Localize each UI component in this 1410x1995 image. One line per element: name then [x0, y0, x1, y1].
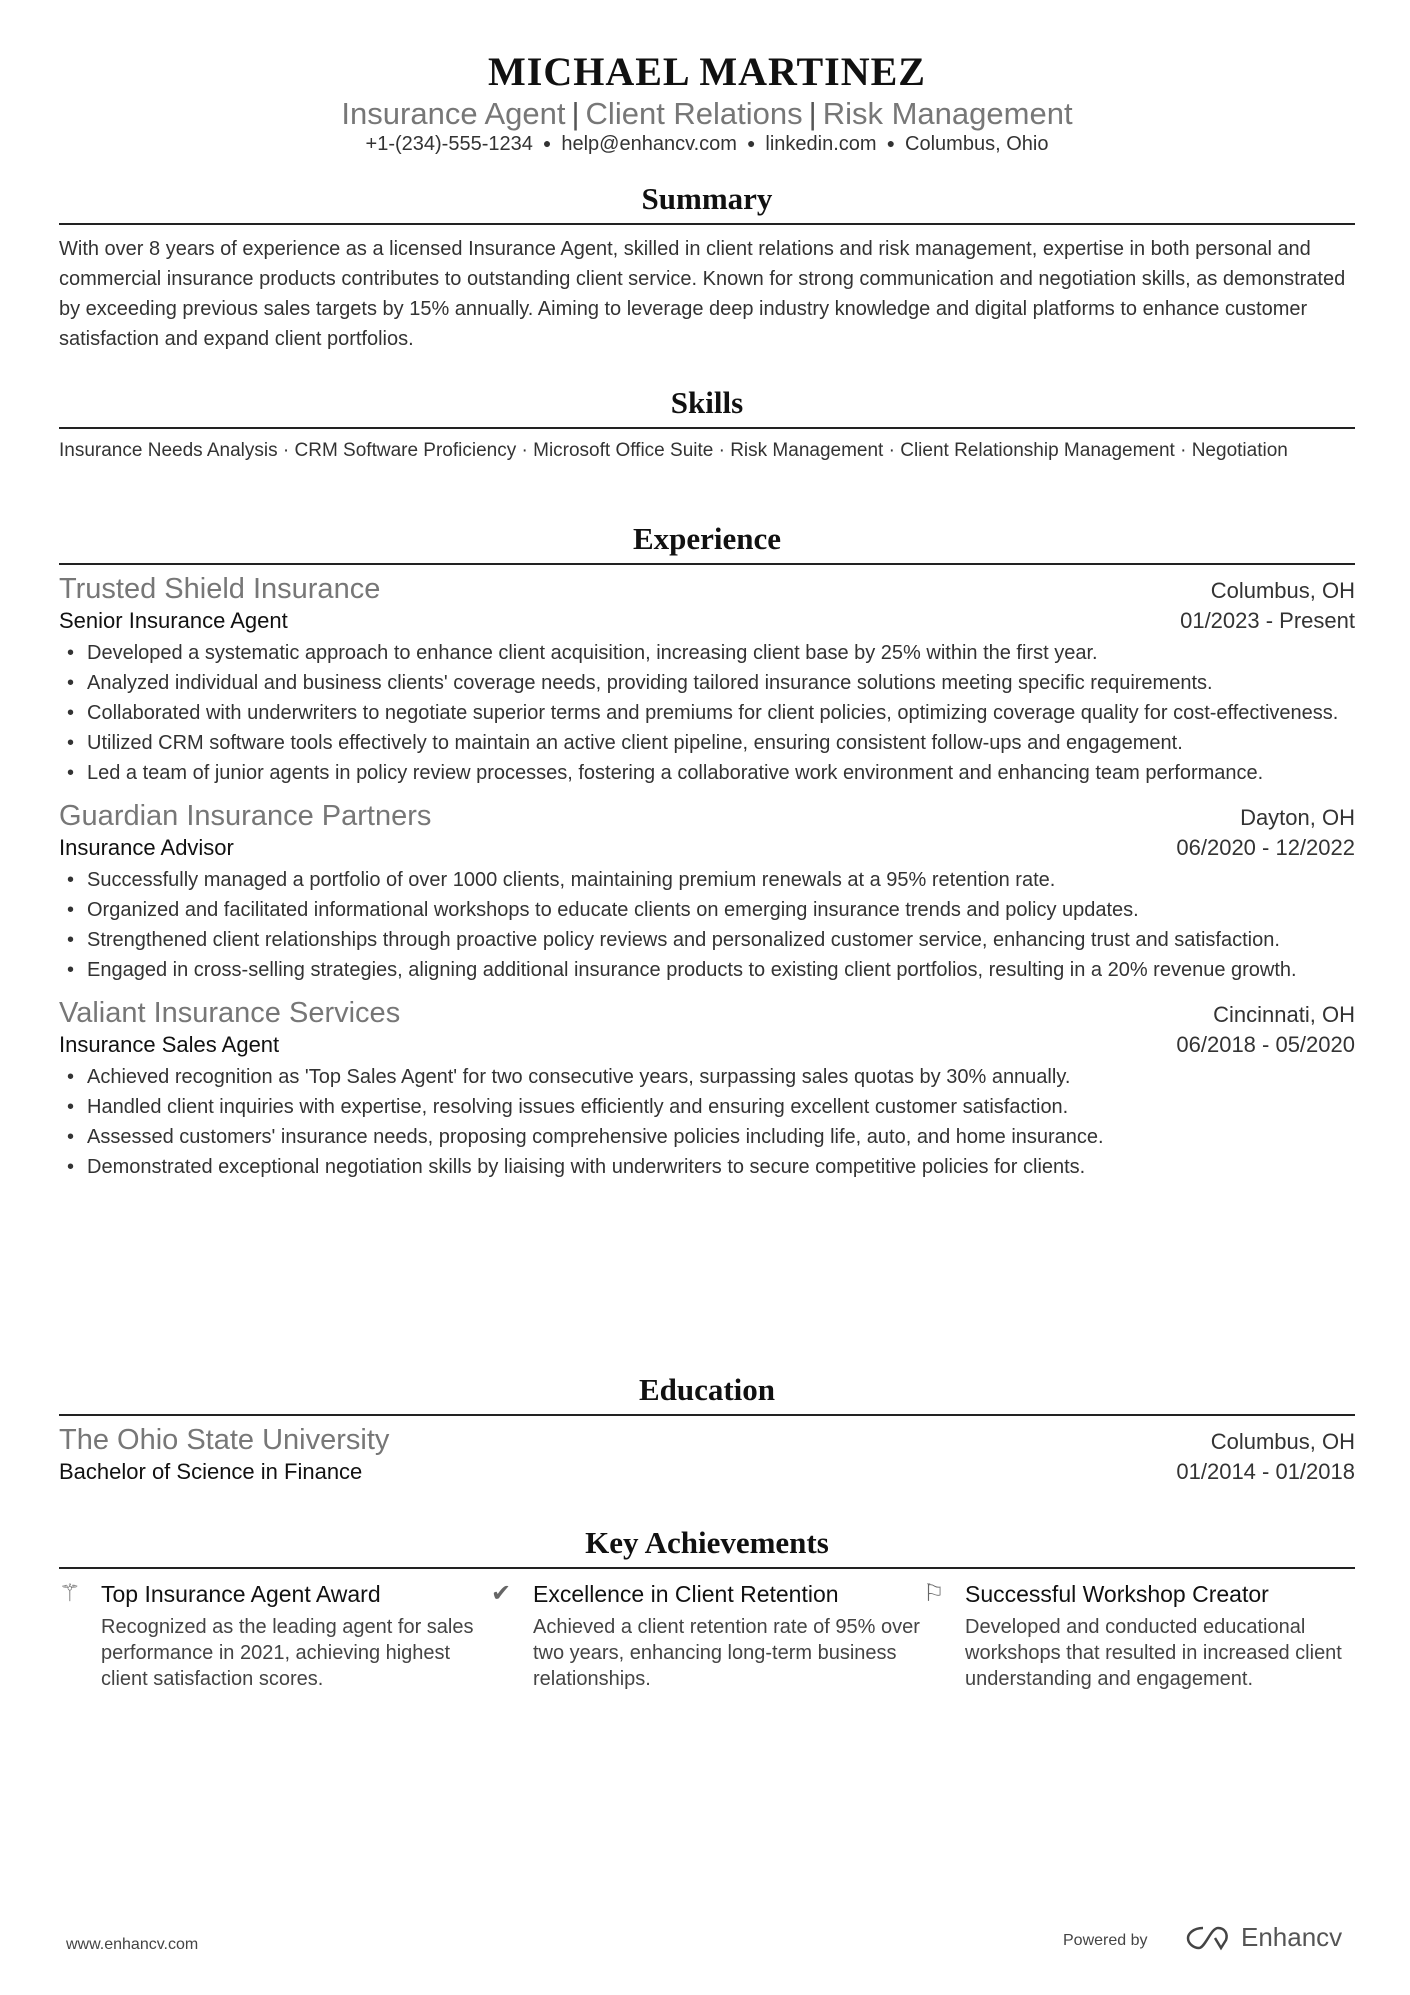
achievement-item — [923, 1579, 1355, 1692]
phone: +1-(234)-555-1234 — [365, 133, 533, 155]
bullet-item: • Successfully managed a portfolio of over 1000 clients, maintaining premium renewals at a 95% retention rate. — [59, 865, 1355, 895]
award-icon: ⚚ — [59, 1580, 81, 1607]
headline-title: Client Relations — [585, 96, 803, 131]
website-link[interactable]: www.enhancv.com — [66, 1936, 199, 1953]
section-heading: Experience — [632, 521, 782, 556]
company-name: Guardian Insurance Partners — [59, 800, 432, 832]
skills-section — [59, 385, 1355, 464]
achievements-section — [59, 1525, 1355, 1692]
section-heading: Key Achievements — [585, 1525, 829, 1560]
section-heading: Summary — [641, 181, 773, 216]
job-location: Cincinnati, OH — [1213, 1002, 1355, 1027]
linkedin-link[interactable]: linkedin.com — [765, 133, 877, 155]
job-entry — [59, 565, 1355, 788]
bullet-item: • Utilized CRM software tools effectively to maintain an active client pipeline, ensuring consistent follow-ups and engagement. — [59, 728, 1355, 758]
school-location: Columbus, OH — [1210, 1429, 1355, 1454]
contact-info: +1-(234)-555-1234 ● help@enhancv.com ● linkedin.com ● Columbus, Ohio — [365, 133, 1049, 155]
education-section — [59, 1372, 1355, 1485]
bullet-list — [59, 865, 1355, 985]
bullet-item: • Engaged in cross-selling strategies, aligning additional insurance products to existing client portfolios, resulting in a 20% revenue growth. — [59, 955, 1355, 985]
enhancv-logo[interactable] — [1185, 1922, 1342, 1953]
bullet-item: • Demonstrated exceptional negotiation skills by liaising with underwriters to secure competitive policies for clients. — [59, 1152, 1355, 1182]
summary-text: With over 8 years of experience as a licensed Insurance Agent, skilled in client relations and risk management, expertise in both personal and commercial insurance products contributes to outstanding client service. Known for strong communication and negotiation skills, as demonstrated by exceeding previous sales targets by 15% annually. Aiming to leverage deep industry knowledge and digital platforms to enhance customer satisfaction and expand client portfolios. — [59, 238, 1346, 350]
job-title: Senior Insurance Agent — [59, 608, 288, 633]
bullet-item: • Strengthened client relationships through proactive policy reviews and personalized customer service, enhancing trust and satisfaction. — [59, 925, 1355, 955]
company-name: Valiant Insurance Services — [59, 997, 401, 1029]
job-location: Dayton, OH — [1240, 805, 1355, 830]
bullet-list — [59, 1062, 1355, 1182]
job-title: Insurance Advisor — [59, 835, 234, 860]
powered-by: Powered by — [1063, 1932, 1148, 1949]
bullet-item: • Assessed customers' insurance needs, proposing comprehensive policies including life, auto, and home insurance. — [59, 1122, 1355, 1152]
job-location: Columbus, OH — [1210, 578, 1355, 603]
achievement-title: Successful Workshop Creator — [965, 1581, 1269, 1607]
flag-icon: ⚐ — [923, 1580, 945, 1607]
headline-title: Insurance Agent — [341, 96, 566, 131]
job-title: Insurance Sales Agent — [59, 1032, 280, 1057]
job-entry — [59, 792, 1355, 985]
enhancv-logo-icon — [1185, 1924, 1231, 1952]
achievement-item — [491, 1579, 923, 1692]
summary-section — [59, 181, 1355, 354]
bullet-item: • Analyzed individual and business clients' coverage needs, providing tailored insurance solutions meeting specific requirements. — [59, 668, 1355, 698]
achievement-title: Excellence in Client Retention — [533, 1581, 839, 1607]
skills-list: Insurance Needs Analysis · CRM Software Proficiency · Microsoft Office Suite · Risk Management · Client Relationship Management · Negotiation — [59, 440, 1288, 461]
bullet-item: • Developed a systematic approach to enhance client acquisition, increasing client base by 25% within the first year. — [59, 638, 1355, 668]
achievement-text: Achieved a client retention rate of 95% over two years, enhancing long-term business relationships. — [533, 1616, 920, 1690]
achievement-text: Developed and conducted educational workshops that resulted in increased client understanding and engagement. — [965, 1616, 1342, 1690]
experience-section — [59, 521, 1355, 1186]
email-link[interactable]: help@enhancv.com — [561, 133, 737, 155]
job-entry — [59, 989, 1355, 1182]
headline-title: Risk Management — [822, 96, 1073, 131]
bullet-item: • Handled client inquiries with expertise, resolving issues efficiently and ensuring excellent customer satisfaction. — [59, 1092, 1355, 1122]
divider — [59, 223, 1355, 225]
bullet-item: • Achieved recognition as 'Top Sales Agent' for two consecutive years, surpassing sales quotas by 30% annually. — [59, 1062, 1355, 1092]
achievement-item — [59, 1579, 491, 1692]
bullet-list — [59, 638, 1355, 788]
bullet-item: • Collaborated with underwriters to negotiate superior terms and premiums for client policies, optimizing coverage quality for cost-effectiveness. — [59, 698, 1355, 728]
achievement-text: Recognized as the leading agent for sales performance in 2021, achieving highest client satisfaction scores. — [101, 1616, 474, 1690]
education-dates: 01/2014 - 01/2018 — [1176, 1459, 1355, 1484]
headline: Insurance Agent | Client Relations | Risk Management — [341, 96, 1073, 131]
achievement-title: Top Insurance Agent Award — [101, 1581, 381, 1607]
candidate-name: MICHAEL MARTINEZ — [488, 49, 926, 94]
bullet-item: • Led a team of junior agents in policy review processes, fostering a collaborative work environment and enhancing team performance. — [59, 758, 1355, 788]
brand-name: Enhancv — [1241, 1922, 1343, 1952]
check-icon: ✔ — [491, 1580, 512, 1607]
job-dates: 06/2018 - 05/2020 — [1176, 1032, 1355, 1057]
job-dates: 06/2020 - 12/2022 — [1176, 835, 1355, 860]
location: Columbus, Ohio — [905, 133, 1049, 155]
divider — [59, 1567, 1355, 1569]
degree: Bachelor of Science in Finance — [59, 1459, 363, 1484]
divider — [59, 427, 1355, 429]
bullet-item: • Organized and facilitated informational workshops to educate clients on emerging insurance trends and policy updates. — [59, 895, 1355, 925]
job-dates: 01/2023 - Present — [1180, 608, 1355, 633]
school-name: The Ohio State University — [59, 1424, 390, 1456]
section-heading: Education — [638, 1372, 776, 1407]
section-heading: Skills — [670, 385, 744, 420]
company-name: Trusted Shield Insurance — [59, 573, 381, 605]
